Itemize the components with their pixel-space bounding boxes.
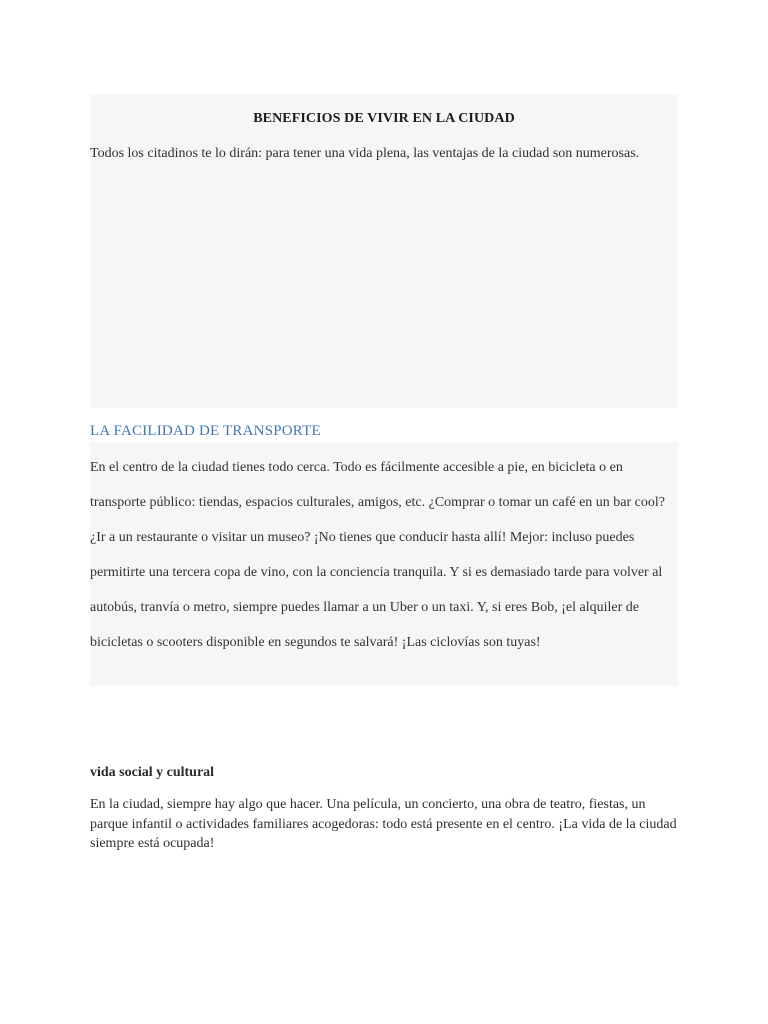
social-paragraph: En la ciudad, siempre hay algo que hacer. Una película, un concierto, una obra de teatro, fiestas, un parque infantil o actividades familiares acogedoras: todo está presente en el centro. ¡La vida de la ciudad siempre está ocupada! — [90, 797, 677, 851]
intro-block — [90, 94, 678, 408]
intro-paragraph: Todos los citadinos te lo dirán: para tener una vida plena, las ventajas de la ciudad son numerosas. — [90, 146, 640, 161]
transport-paragraph: En el centro de la ciudad tienes todo cerca. Todo es fácilmente accesible a pie, en bicicleta o en transporte público: tiendas, espacios culturales, amigos, etc. ¿Comprar o tomar un café en un bar cool? ¿Ir a un restaurante o visitar un museo? ¡No tienes que conducir hasta allí! Mejor: incluso puedes permitirte una tercera copa de vino, con la conciencia tranquila. Y si es demasiado tarde para volver al autobús, tranvía o metro, siempre puedes llamar a un Uber o un taxi. Y, si eres Bob, ¡el alquiler de bicicletas o scooters disponible en segundos te salvará! ¡Las ciclovías son tuyas! — [90, 460, 665, 650]
section-heading-social: vida social y cultural — [90, 765, 215, 780]
transport-section — [90, 442, 678, 686]
section-heading-transport: LA FACILIDAD DE TRANSPORTE — [90, 423, 321, 439]
document-title: BENEFICIOS DE VIVIR EN LA CIUDAD — [253, 111, 515, 126]
